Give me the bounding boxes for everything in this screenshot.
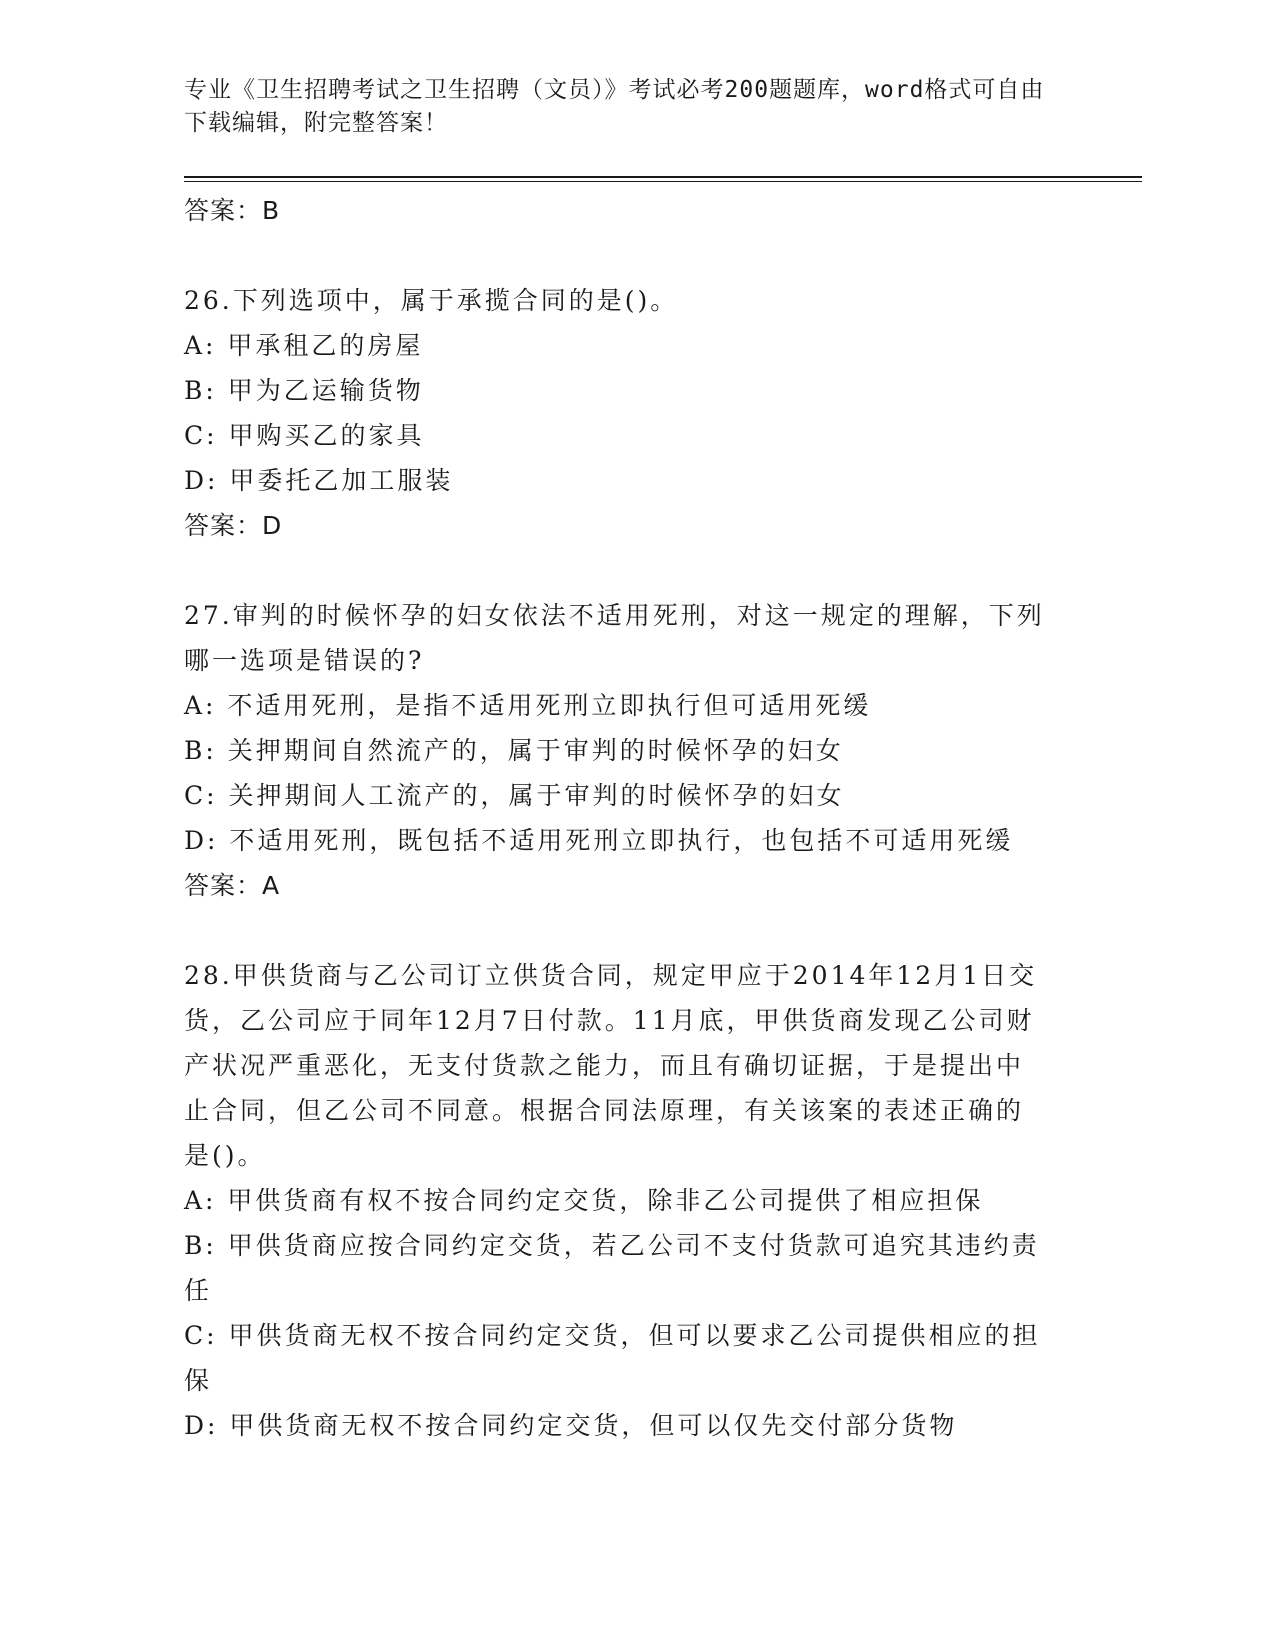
question-27 [184,593,1084,908]
page-header: 专业《卫生招聘考试之卫生招聘（文员）》考试必考200题题库，word格式可自由下载编辑，附完整答案！ [184,77,1045,136]
question-28-option-d: D: 甲供货商无权不按合同约定交货，但可以仅先交付部分货物 [184,1411,958,1440]
question-26-option-d: D: 甲委托乙加工服装 [184,466,454,495]
question-28-option-c-line-1: C: 甲供货商无权不按合同约定交货，但可以要求乙公司提供相应的担 [184,1321,1041,1350]
question-28-stem-line-5: 是()。 [184,1141,266,1170]
question-28-option-c-line-2: 保 [184,1366,213,1395]
question-27-option-c: C: 关押期间人工流产的，属于审判的时候怀孕的妇女 [184,781,845,810]
spacer [184,908,1084,953]
spacer [184,548,1084,593]
question-26-option-b: B: 甲为乙运输货物 [184,376,424,405]
question-28-stem-line-1: 28.甲供货商与乙公司订立供货合同，规定甲应于2014年12月1日交 [184,961,1038,990]
question-28-option-b-line-2: 任 [184,1276,213,1305]
question-26-answer: 答案：D [184,511,283,540]
question-28-stem-line-3: 产状况严重恶化，无支付货款之能力，而且有确切证据，于是提出中 [184,1051,1025,1080]
header-divider-thick [184,176,1142,178]
question-26-stem: 26.下列选项中，属于承揽合同的是()。 [184,286,679,315]
question-27-option-d: D: 不适用死刑，既包括不适用死刑立即执行，也包括不可适用死缓 [184,826,1014,855]
question-27-option-a: A: 不适用死刑，是指不适用死刑立即执行但可适用死缓 [184,691,872,720]
question-28-option-b-line-1: B: 甲供货商应按合同约定交货，若乙公司不支付货款可追究其违约责 [184,1231,1040,1260]
question-28-stem-line-4: 止合同，但乙公司不同意。根据合同法原理，有关该案的表述正确的 [184,1096,1025,1125]
question-26-option-a: A: 甲承租乙的房屋 [184,331,424,360]
question-27-stem-line-1: 27.审判的时候怀孕的妇女依法不适用死刑，对这一规定的理解，下列 [184,601,1045,630]
question-27-answer: 答案：A [184,871,281,900]
header-divider-thin [184,181,1142,182]
answer-25: 答案：B [184,196,281,225]
question-27-option-b: B: 关押期间自然流产的，属于审判的时候怀孕的妇女 [184,736,844,765]
spacer [184,233,1084,278]
question-26-option-c: C: 甲购买乙的家具 [184,421,425,450]
question-list [184,188,1084,1448]
question-27-stem-line-2: 哪一选项是错误的? [184,646,425,675]
question-28-stem-line-2: 货，乙公司应于同年12月7日付款。11月底，甲供货商发现乙公司财 [184,1006,1035,1035]
question-28-option-a: A: 甲供货商有权不按合同约定交货，除非乙公司提供了相应担保 [184,1186,984,1215]
question-26 [184,278,1084,548]
question-28 [184,953,1084,1448]
